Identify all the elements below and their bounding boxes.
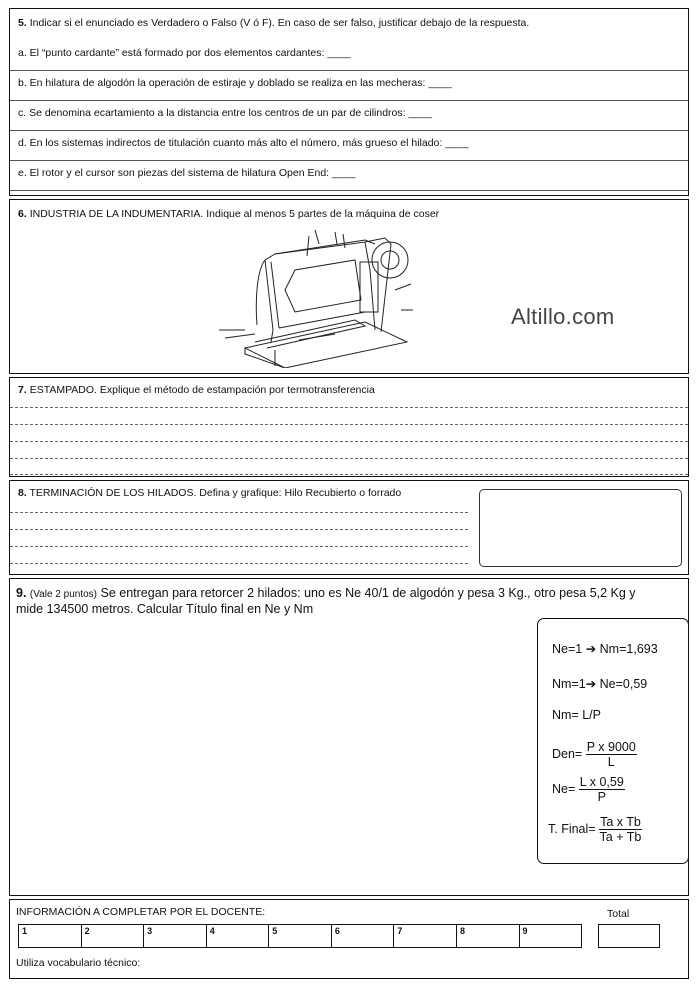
score-cell-1[interactable]: 1: [19, 925, 82, 947]
q5-item-b: b. En hilatura de algodón la operación de estiraje y doblado se realiza en las mecheras: ____: [18, 77, 452, 89]
answer-line[interactable]: [10, 70, 688, 71]
answer-line[interactable]: [10, 407, 688, 408]
den-label: Den=: [552, 746, 583, 761]
formula-den: [552, 740, 637, 769]
answer-line[interactable]: [10, 424, 688, 425]
q5-item-d: d. En los sistemas indirectos de titulación cuanto más alto el número, más grueso el hilado: ____: [18, 137, 469, 149]
answer-line[interactable]: [10, 160, 688, 161]
score-cell-3[interactable]: 3: [144, 925, 207, 947]
q5-prompt-line: [18, 17, 529, 29]
q7-prompt-line: [18, 384, 375, 396]
score-cell-2[interactable]: 2: [82, 925, 145, 947]
q9-prompt-line-2: mide 134500 metros. Calcular Título final en Ne y Nm: [16, 602, 314, 616]
tf-denominator: Ta + Tb: [599, 830, 642, 844]
den-numerator: P x 9000: [586, 740, 636, 754]
formula-box: [537, 618, 689, 864]
q8-prompt-line: [18, 487, 401, 499]
teacher-footer: Utiliza vocabulario técnico:: [16, 957, 141, 969]
sewing-machine-illustration: [215, 230, 415, 368]
q6-prompt-line: [18, 208, 439, 220]
ne-denominator: P: [597, 790, 606, 804]
formula-ne-nm: Ne=1 ➔ Nm=1,693: [552, 642, 658, 656]
answer-line[interactable]: [10, 130, 688, 131]
tf-numerator: Ta x Tb: [600, 815, 641, 829]
score-cell-8[interactable]: 8: [457, 925, 520, 947]
formula-nm-ne: Nm=1➔ Ne=0,59: [552, 677, 648, 691]
tf-fraction: [599, 815, 642, 844]
question-8-section: [9, 480, 689, 575]
q8-prompt: TERMINACIÓN DE LOS HILADOS. Defina y grafique: Hilo Recubierto o forrado: [29, 487, 402, 499]
total-label: Total: [607, 908, 630, 920]
answer-line[interactable]: [10, 100, 688, 101]
answer-line[interactable]: [10, 529, 468, 530]
ne-numerator: L x 0,59: [579, 775, 624, 789]
q5-item-e: e. El rotor y el cursor son piezas del sistema de hilatura Open End: ____: [18, 167, 356, 179]
teacher-title: INFORMACIÓN A COMPLETAR POR EL DOCENTE:: [16, 906, 266, 918]
answer-line[interactable]: [10, 512, 468, 513]
q5-number: 5.: [18, 17, 27, 29]
q9-prompt-line-1: [16, 586, 636, 600]
q9-number: 9.: [16, 586, 27, 600]
answer-line[interactable]: [10, 458, 688, 459]
teacher-info-section: [9, 899, 689, 979]
watermark: Altillo.com: [511, 304, 615, 329]
answer-line[interactable]: [10, 563, 468, 564]
question-9-section: [9, 578, 689, 896]
tf-label: T. Final=: [548, 821, 596, 836]
score-cell-5[interactable]: 5: [269, 925, 332, 947]
q6-prompt: INDUSTRIA DE LA INDUMENTARIA. Indique al menos 5 partes de la máquina de coser: [29, 208, 440, 220]
formula-ne: [552, 775, 625, 804]
drawing-box[interactable]: [479, 489, 682, 567]
score-cell-4[interactable]: 4: [207, 925, 270, 947]
q9-prompt-1: Se entregan para retorcer 2 hilados: uno es Ne 40/1 de algodón y pesa 3 Kg., otro pesa 5,2 Kg y: [100, 586, 636, 600]
question-7-section: [9, 377, 689, 477]
q7-prompt: ESTAMPADO. Explique el método de estampación por termotransferencia: [29, 384, 375, 396]
q6-number: 6.: [18, 208, 27, 220]
question-6-section: [9, 199, 689, 374]
answer-line[interactable]: [10, 190, 688, 191]
q7-number: 7.: [18, 384, 27, 396]
score-cell-7[interactable]: 7: [394, 925, 457, 947]
question-5-section: [9, 8, 689, 196]
ne-label: Ne=: [552, 781, 576, 796]
q5-item-c: c. Se denomina ecartamiento a la distancia entre los centros de un par de cilindros: ____: [18, 107, 432, 119]
answer-line[interactable]: [10, 441, 688, 442]
answer-line[interactable]: [10, 546, 468, 547]
total-box[interactable]: [598, 924, 660, 948]
ne-fraction: [579, 775, 625, 804]
formula-final-title: [548, 815, 642, 844]
score-grid: [18, 924, 582, 948]
q5-item-a: a. El “punto cardante” está formado por dos elementos cardantes: ____: [18, 47, 351, 59]
q9-value-note: (Vale 2 puntos): [29, 589, 97, 600]
q5-prompt: Indicar si el enunciado es Verdadero o Falso (V ó F). En caso de ser falso, justificar debajo de la respuesta.: [29, 17, 530, 29]
den-denominator: L: [607, 755, 615, 769]
score-cell-6[interactable]: 6: [332, 925, 395, 947]
score-cell-9[interactable]: 9: [522, 926, 528, 936]
formula-nm: Nm= L/P: [552, 708, 601, 722]
den-fraction: [586, 740, 637, 769]
q8-number: 8.: [18, 487, 27, 499]
answer-line[interactable]: [10, 474, 688, 475]
